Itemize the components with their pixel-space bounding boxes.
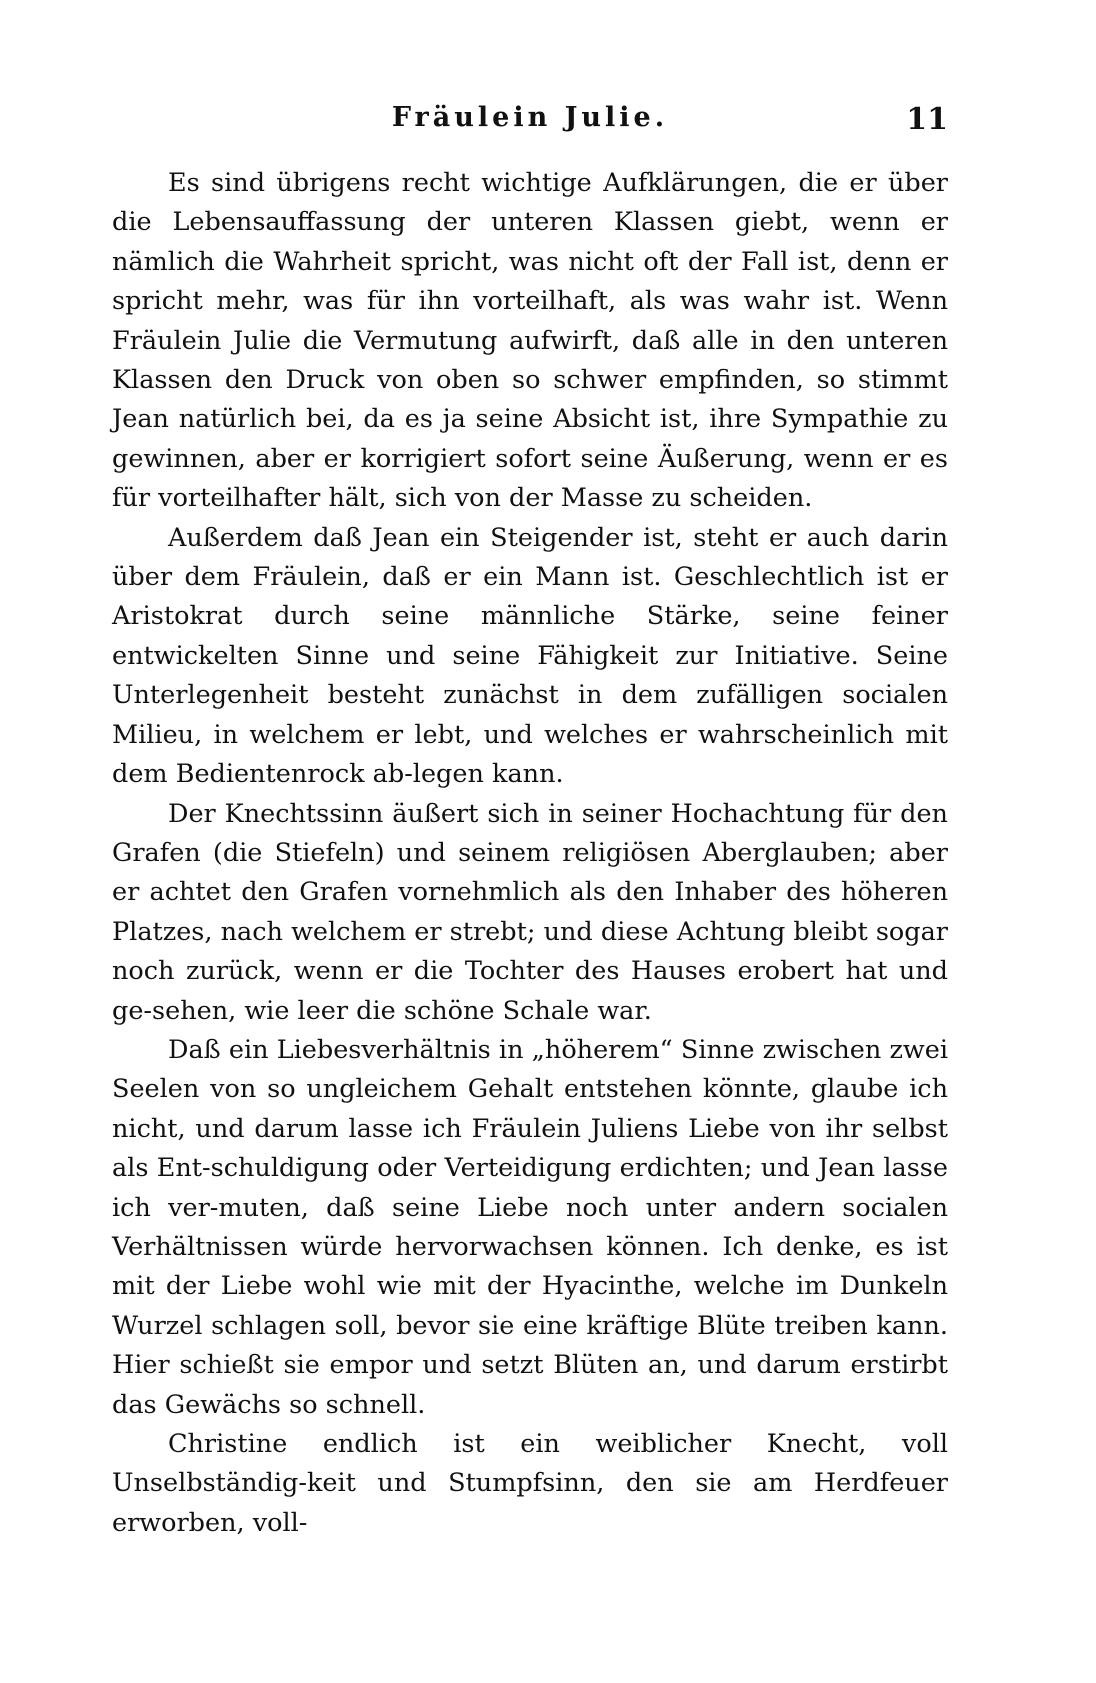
paragraph-1: Es sind übrigens recht wichtige Aufklärungen, die er über die Lebensauffassung der unteren Klassen giebt, wenn er nämlich die Wahrheit spricht, was nicht oft der Fall ist, denn er spricht mehr, was für ihn vorteilhaft, als was wahr ist. Wenn Fräulein Julie die Vermutung aufwirft, daß alle in den unteren Klassen den Druck von oben so schwer empfinden, so stimmt Jean natürlich bei, da es ja seine Absicht ist, ihre Sympathie zu gewinnen, aber er korrigiert sofort seine Äußerung, wenn er es für vorteilhafter hält, sich von der Masse zu scheiden. [112,168,948,514]
paragraph-2: Außerdem daß Jean ein Steigender ist, steht er auch darin über dem Fräulein, daß er ein Mann ist. Geschlechtlich ist er Aristokrat durch seine männliche Stärke, seine feiner entwickelten Sinne und seine Fähigkeit zur Initiative. Seine Unterlegenheit besteht zunächst in dem zufälligen socialen Milieu, in welchem er lebt, und welches er wahrscheinlich mit dem Bedientenrock ab-legen kann. [112,522,948,790]
page-header [112,102,948,142]
running-title: Fräulein Julie. [391,102,669,133]
page-number: 11 [906,102,948,137]
body-text [112,164,948,1543]
paragraph-3: Der Knechtssinn äußert sich in seiner Hochachtung für den Grafen (die Stiefeln) und seinem religiösen Aberglauben; aber er achtet den Grafen vornehmlich als den Inhaber des höheren Platzes, nach welchem er strebt; und diese Achtung bleibt sogar noch zurück, wenn er die Tochter des Hauses erobert hat und ge-sehen, wie leer die schöne Schale war. [112,798,948,1026]
paragraph-4: Daß ein Liebesverhältnis in „höherem“ Sinne zwischen zwei Seelen von so ungleichem Gehalt entstehen könnte, glaube ich nicht, und darum lasse ich Fräulein Juliens Liebe von ihr selbst als Ent-schuldigung oder Verteidigung erdichten; und Jean lasse ich ver-muten, daß seine Liebe noch unter andern socialen Verhältnissen würde hervorwachsen können. Ich denke, es ist mit der Liebe wohl wie mit der Hyacinthe, welche im Dunkeln Wurzel schlagen soll, bevor sie eine kräftige Blüte treiben kann. Hier schießt sie empor und setzt Blüten an, und darum erstirbt das Gewächs so schnell. [112,1034,948,1420]
paragraph-5: Christine endlich ist ein weiblicher Knecht, voll Unselbständig-keit und Stumpfsinn, den sie am Herdfeuer erworben, voll- [112,1429,948,1538]
